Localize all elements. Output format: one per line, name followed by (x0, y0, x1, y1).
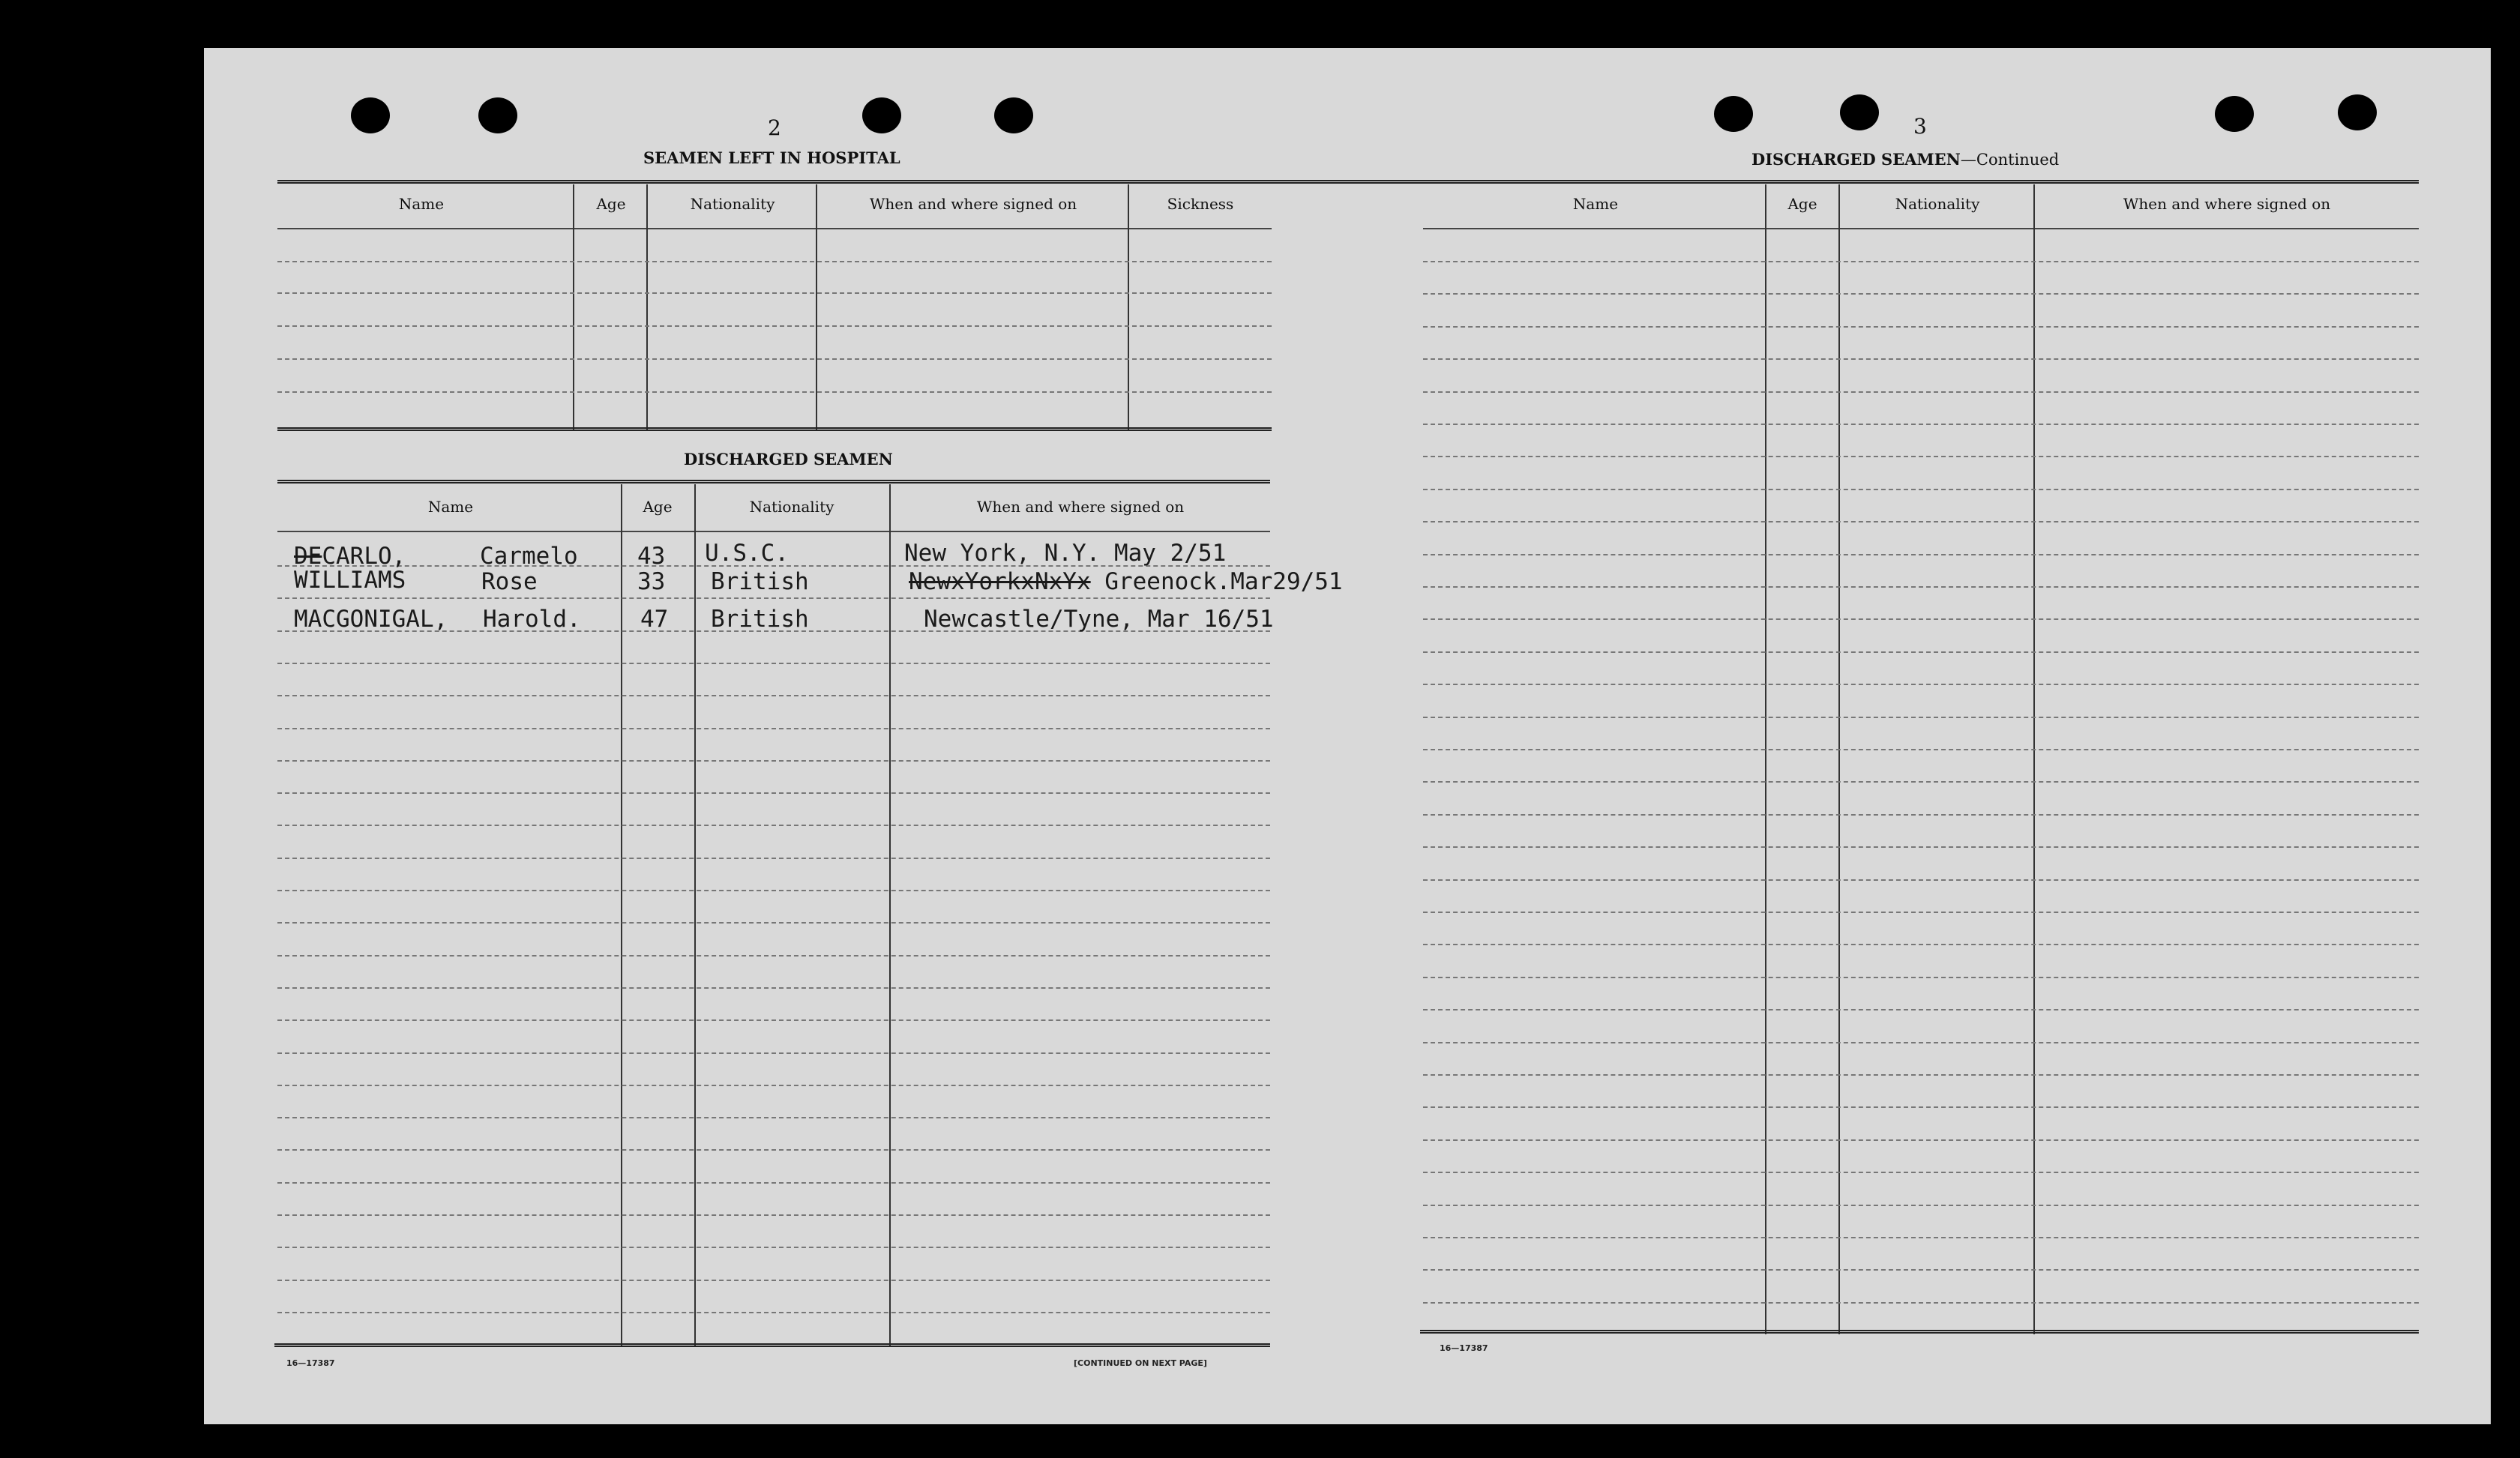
seaman-3-nationality: British (711, 606, 809, 633)
row-line (277, 987, 1270, 989)
row-line (1423, 1009, 2419, 1010)
hospital-row-line (277, 325, 1272, 327)
row-line (277, 1019, 1270, 1021)
row-line (277, 1214, 1270, 1216)
row-line (1423, 521, 2419, 522)
seaman-3-given: Harold. (483, 606, 581, 633)
discharged-continued-title-suffix: —Continued (1960, 151, 2060, 169)
discharged-col-divider (621, 484, 622, 1346)
row-line (277, 890, 1270, 891)
punch-hole (1840, 94, 1879, 130)
seaman-1-surname: CARLO, (322, 543, 406, 570)
discharged-col-divider (889, 484, 891, 1346)
row-line (277, 1312, 1270, 1313)
hospital-row-line (277, 292, 1272, 294)
punch-hole (994, 97, 1033, 133)
row-line (277, 1085, 1270, 1086)
discharged-header-rule (277, 531, 1270, 532)
row-line (1423, 424, 2419, 425)
discharged-col-name: Name (427, 498, 474, 516)
discharged-col-nationality: Nationality (749, 498, 835, 516)
row-line (1423, 1042, 2419, 1043)
row-line (277, 858, 1270, 859)
hospital-col-signed-on: When and where signed on (869, 195, 1077, 213)
row-line (1423, 261, 2419, 262)
row-line (1423, 1139, 2419, 1141)
row-line (277, 695, 1270, 696)
row-line (277, 1052, 1270, 1054)
punch-hole (2215, 96, 2254, 132)
seaman-3-signed-on: Newcastle/Tyne, Mar 16/51 (924, 606, 1274, 633)
seaman-2-signed-on-text: Greenock.Mar29/51 (1104, 568, 1343, 595)
discharged-table-top-rule (277, 480, 1270, 484)
discharged-table-bottom-rule (274, 1343, 1270, 1347)
seaman-1-signed-on: New York, N.Y. May 2/51 (904, 540, 1227, 567)
right-table-top-rule (1423, 180, 2419, 184)
row-line (1423, 1269, 2419, 1271)
hospital-col-divider (1128, 184, 1129, 430)
page-number: 2 (768, 115, 781, 140)
right-col-divider (1765, 184, 1766, 1334)
row-line (1423, 944, 2419, 945)
seaman-1-age: 43 (637, 543, 666, 570)
row-line (1423, 781, 2419, 783)
right-col-nationality: Nationality (1895, 195, 1980, 213)
hospital-row-line (277, 391, 1272, 393)
discharged-section-title: DISCHARGED SEAMEN (684, 450, 893, 469)
hospital-col-divider (573, 184, 574, 430)
row-line (277, 1247, 1270, 1248)
hospital-col-divider (646, 184, 648, 430)
continued-note: [CONTINUED ON NEXT PAGE] (1074, 1358, 1207, 1368)
hospital-table-top-rule (277, 180, 1471, 184)
row-line (277, 1117, 1270, 1118)
seaman-2-age: 33 (637, 568, 666, 595)
row-line (277, 955, 1270, 957)
hospital-row-line (277, 261, 1272, 262)
discharged-col-divider (694, 484, 696, 1346)
discharged-continued-title (1751, 150, 2059, 169)
row-line (277, 1280, 1270, 1281)
hospital-row-line (277, 358, 1272, 360)
row-line (1423, 358, 2419, 360)
row-line (1423, 651, 2419, 653)
seaman-2-signed-on (909, 568, 1343, 595)
row-line (1423, 879, 2419, 881)
form-number: 16—17387 (286, 1358, 335, 1368)
seaman-3-age: 47 (640, 606, 669, 633)
punch-hole (1714, 96, 1753, 132)
punch-hole (478, 97, 517, 133)
right-col-signed-on: When and where signed on (2123, 195, 2331, 213)
seaman-2-nationality: British (711, 568, 809, 595)
seaman-2-given: Rose (481, 568, 538, 595)
seaman-1-nationality: U.S.C. (705, 540, 789, 567)
row-line (1423, 977, 2419, 978)
right-header-rule (1423, 228, 2419, 229)
row-line (1423, 489, 2419, 490)
row-line (1423, 293, 2419, 295)
hospital-table-bottom-rule (277, 427, 1272, 431)
seaman-3-surname: MACGONIGAL, (294, 606, 448, 633)
form-number: 16—17387 (1440, 1343, 1488, 1353)
hospital-section-title: SEAMEN LEFT IN HOSPITAL (643, 148, 900, 167)
seaman-1-name (294, 543, 406, 570)
row-line (277, 1182, 1270, 1184)
row-line (1423, 586, 2419, 588)
row-line (1423, 1205, 2419, 1206)
punch-hole (351, 97, 390, 133)
row-line (1423, 326, 2419, 328)
right-table-bottom-rule (1420, 1330, 2419, 1334)
row-line (277, 792, 1270, 794)
row-line (1423, 717, 2419, 718)
discharged-continued-title-main: DISCHARGED SEAMEN (1751, 150, 1961, 169)
hospital-header-rule (277, 228, 1272, 229)
page-number: 3 (1913, 114, 1927, 139)
row-line (1423, 912, 2419, 913)
hospital-col-name: Name (398, 195, 445, 213)
punch-hole (2338, 94, 2377, 130)
row-line (277, 760, 1270, 762)
discharged-col-signed-on: When and where signed on (976, 498, 1185, 516)
seaman-2-signed-on-struck: NewxYorkxNxYx (909, 568, 1091, 595)
row-line (1423, 1074, 2419, 1076)
punch-hole (862, 97, 901, 133)
row-line (277, 825, 1270, 826)
right-col-divider (2033, 184, 2035, 1334)
row-line (277, 663, 1270, 664)
row-line (1423, 846, 2419, 848)
row-line (277, 597, 1270, 599)
right-col-divider (1838, 184, 1840, 1334)
row-line (1423, 749, 2419, 750)
seaman-2-surname: WILLIAMS (294, 567, 406, 594)
row-line (277, 1149, 1270, 1151)
row-line (1423, 1106, 2419, 1108)
row-line (1423, 1172, 2419, 1173)
hospital-col-sickness: Sickness (1167, 195, 1234, 213)
row-line (277, 922, 1270, 924)
ledger-page-spread (204, 48, 2491, 1424)
row-line (1423, 456, 2419, 457)
right-col-name: Name (1572, 195, 1619, 213)
row-line (1423, 1302, 2419, 1304)
right-col-age: Age (1787, 195, 1817, 213)
discharged-col-age: Age (643, 498, 673, 516)
seaman-1-given: Carmelo (480, 543, 578, 570)
row-line (1423, 554, 2419, 555)
seaman-1-name-struck: DE (294, 543, 322, 570)
hospital-col-age: Age (596, 195, 626, 213)
row-line (1423, 1237, 2419, 1238)
hospital-col-divider (816, 184, 817, 430)
row-line (1423, 391, 2419, 393)
row-line (1423, 684, 2419, 685)
row-line (277, 728, 1270, 729)
hospital-col-nationality: Nationality (690, 195, 775, 213)
row-line (1423, 618, 2419, 620)
row-line (1423, 814, 2419, 816)
